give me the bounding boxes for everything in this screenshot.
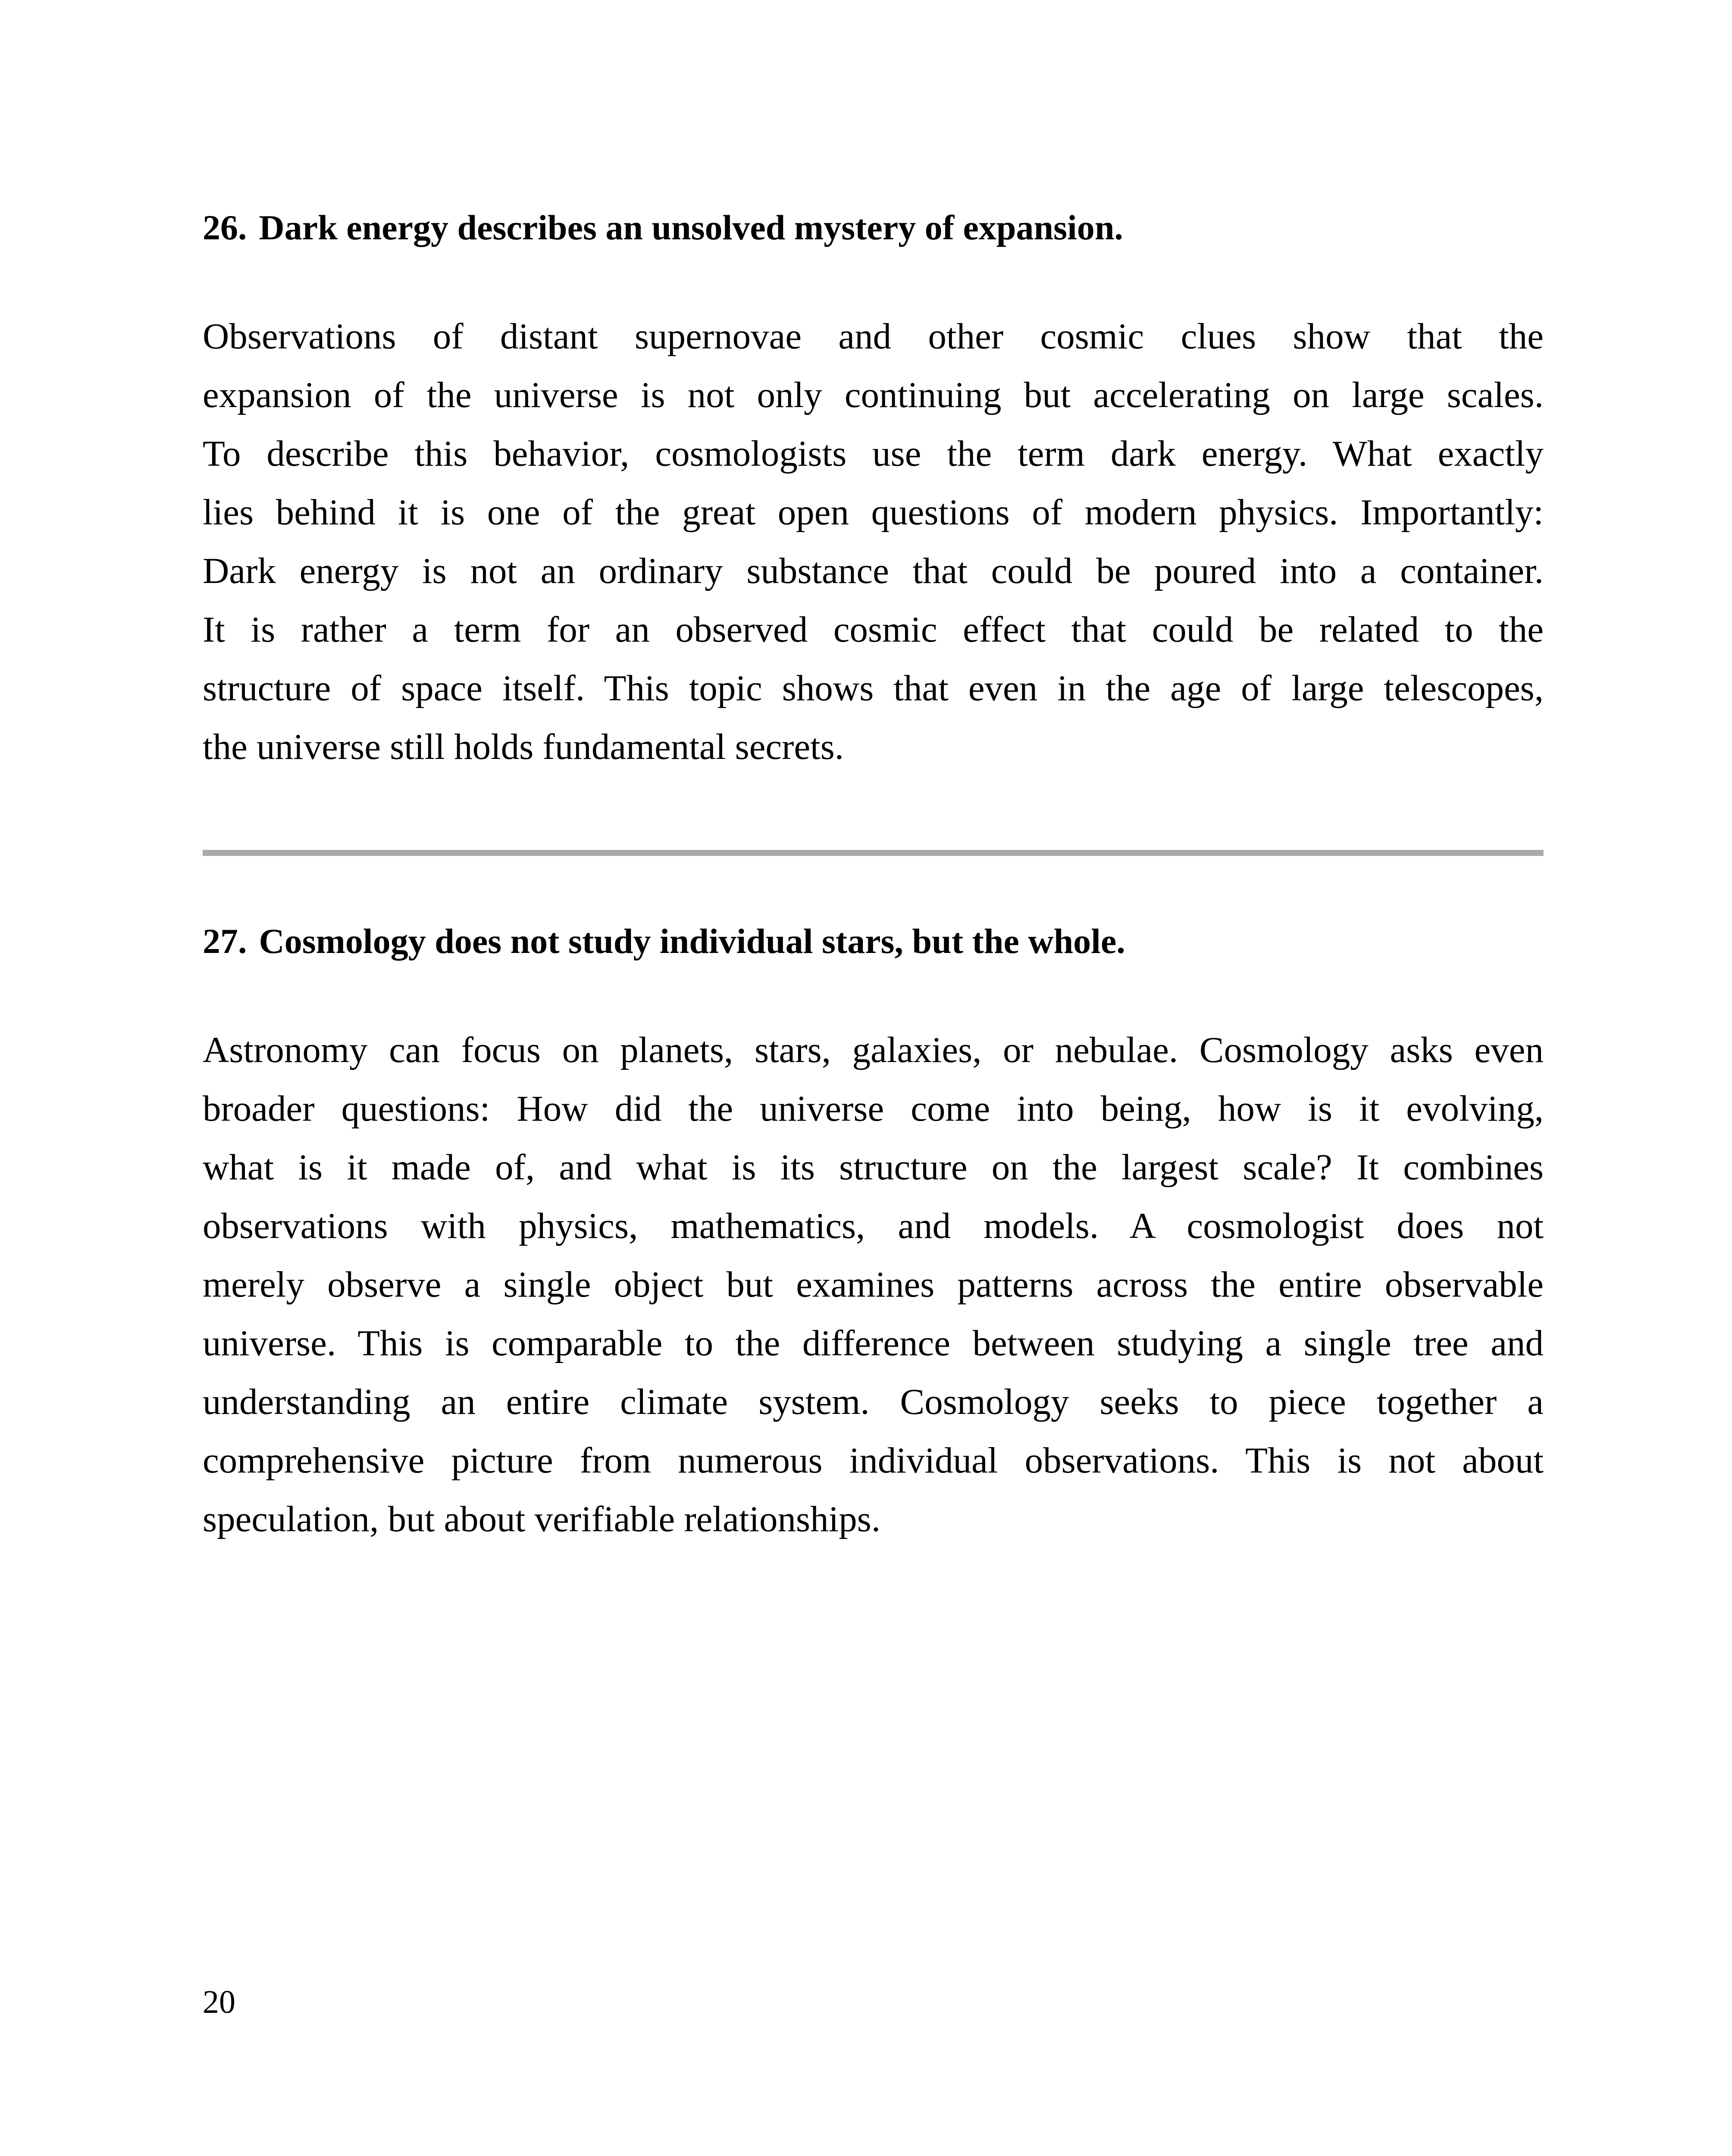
section-26-number: 26. <box>203 208 247 247</box>
paragraph-line: speculation, but about verifiable relationships. <box>203 1499 881 1539</box>
section-27-number: 27. <box>203 921 247 961</box>
paragraph-line: To describe this behavior, cosmologists use the term dark energy. What exactly <box>203 433 1544 474</box>
paragraph-line: expansion of the universe is not only continuing but accelerating on large scales. <box>203 375 1544 415</box>
paragraph-line: the universe still holds fundamental secrets. <box>203 727 844 767</box>
paragraph-line: It is rather a term for an observed cosmic effect that could be related to the <box>203 609 1544 650</box>
paragraph-line: what is it made of, and what is its structure on the largest scale? It combines <box>203 1147 1544 1188</box>
paragraph-line: merely observe a single object but examines patterns across the entire observable <box>203 1264 1544 1305</box>
paragraph-line: universe. This is comparable to the difference between studying a single tree and <box>203 1323 1544 1363</box>
paragraph-line: comprehensive picture from numerous individual observations. This is not about <box>203 1440 1544 1481</box>
paragraph-line: Observations of distant supernovae and other cosmic clues show that the <box>203 316 1544 357</box>
section-divider <box>203 850 1544 856</box>
paragraph-line: lies behind it is one of the great open questions of modern physics. Importantly: <box>203 492 1544 533</box>
section-26-heading <box>203 206 1544 249</box>
paragraph-line: understanding an entire climate system. Cosmology seeks to piece together a <box>203 1382 1544 1422</box>
paragraph-line: Dark energy is not an ordinary substance that could be poured into a container. <box>203 551 1544 591</box>
paragraph-line: structure of space itself. This topic shows that even in the age of large telescopes, <box>203 668 1544 708</box>
paragraph-line: observations with physics, mathematics, and models. A cosmologist does not <box>203 1206 1544 1246</box>
section-27-paragraph <box>203 1021 1544 1548</box>
page-number: 20 <box>203 1984 235 2020</box>
section-27-title: Cosmology does not study individual stars, but the whole. <box>259 921 1125 961</box>
paragraph-line: broader questions: How did the universe come into being, how is it evolving, <box>203 1088 1544 1129</box>
section-26-title: Dark energy describes an unsolved mystery of expansion. <box>259 208 1123 247</box>
paragraph-line: Astronomy can focus on planets, stars, galaxies, or nebulae. Cosmology asks even <box>203 1030 1544 1070</box>
section-26-paragraph <box>203 307 1544 776</box>
section-27-heading <box>203 920 1544 963</box>
